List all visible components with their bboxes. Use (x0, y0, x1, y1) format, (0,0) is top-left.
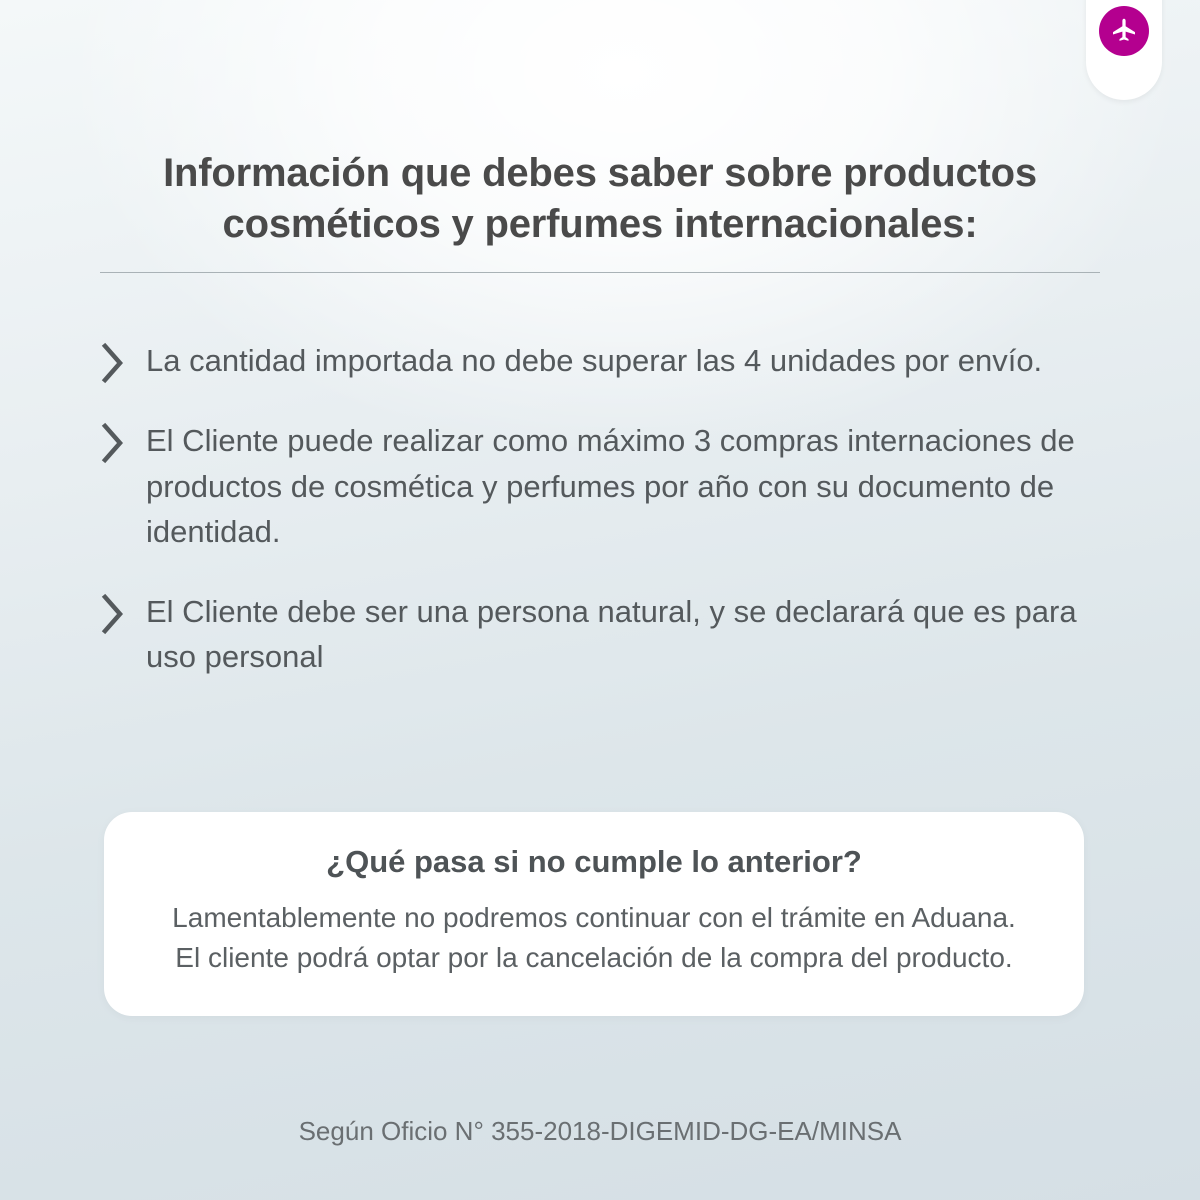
title-divider (100, 272, 1100, 273)
chevron-right-icon (100, 418, 146, 464)
list-item (100, 418, 1110, 555)
airplane-icon (1109, 16, 1139, 46)
bullet-list (100, 338, 1110, 680)
consequence-card-title: ¿Qué pasa si no cumple lo anterior? (326, 844, 862, 879)
page-title (100, 148, 1100, 273)
consequence-card-body: Lamentablemente no podremos continuar con el trámite en Aduana. El cliente podrá optar por la cancelación de la compra del producto. (172, 902, 1016, 973)
page-title-line1: Información que debes saber sobre productos (163, 151, 1037, 195)
badge-circle (1099, 6, 1149, 56)
consequence-card (104, 812, 1084, 1016)
list-item-text: El Cliente debe ser una persona natural, y se declarará que es para uso personal (146, 593, 1077, 675)
list-item-text: El Cliente puede realizar como máximo 3 compras internaciones de productos de cosmética y perfumes por año con su documento de identidad. (146, 423, 1075, 550)
page-title-line2: cosméticos y perfumes internacionales: (222, 202, 978, 247)
chevron-right-icon (100, 589, 146, 635)
list-item (100, 589, 1110, 680)
legal-reference: Según Oficio N° 355-2018-DIGEMID-DG-EA/MINSA (298, 1116, 902, 1146)
list-item-text: La cantidad importada no debe superar las 4 unidades por envío. (146, 343, 1043, 378)
chevron-right-icon (100, 338, 146, 384)
airplane-badge (1086, 0, 1162, 100)
list-item (100, 338, 1110, 384)
